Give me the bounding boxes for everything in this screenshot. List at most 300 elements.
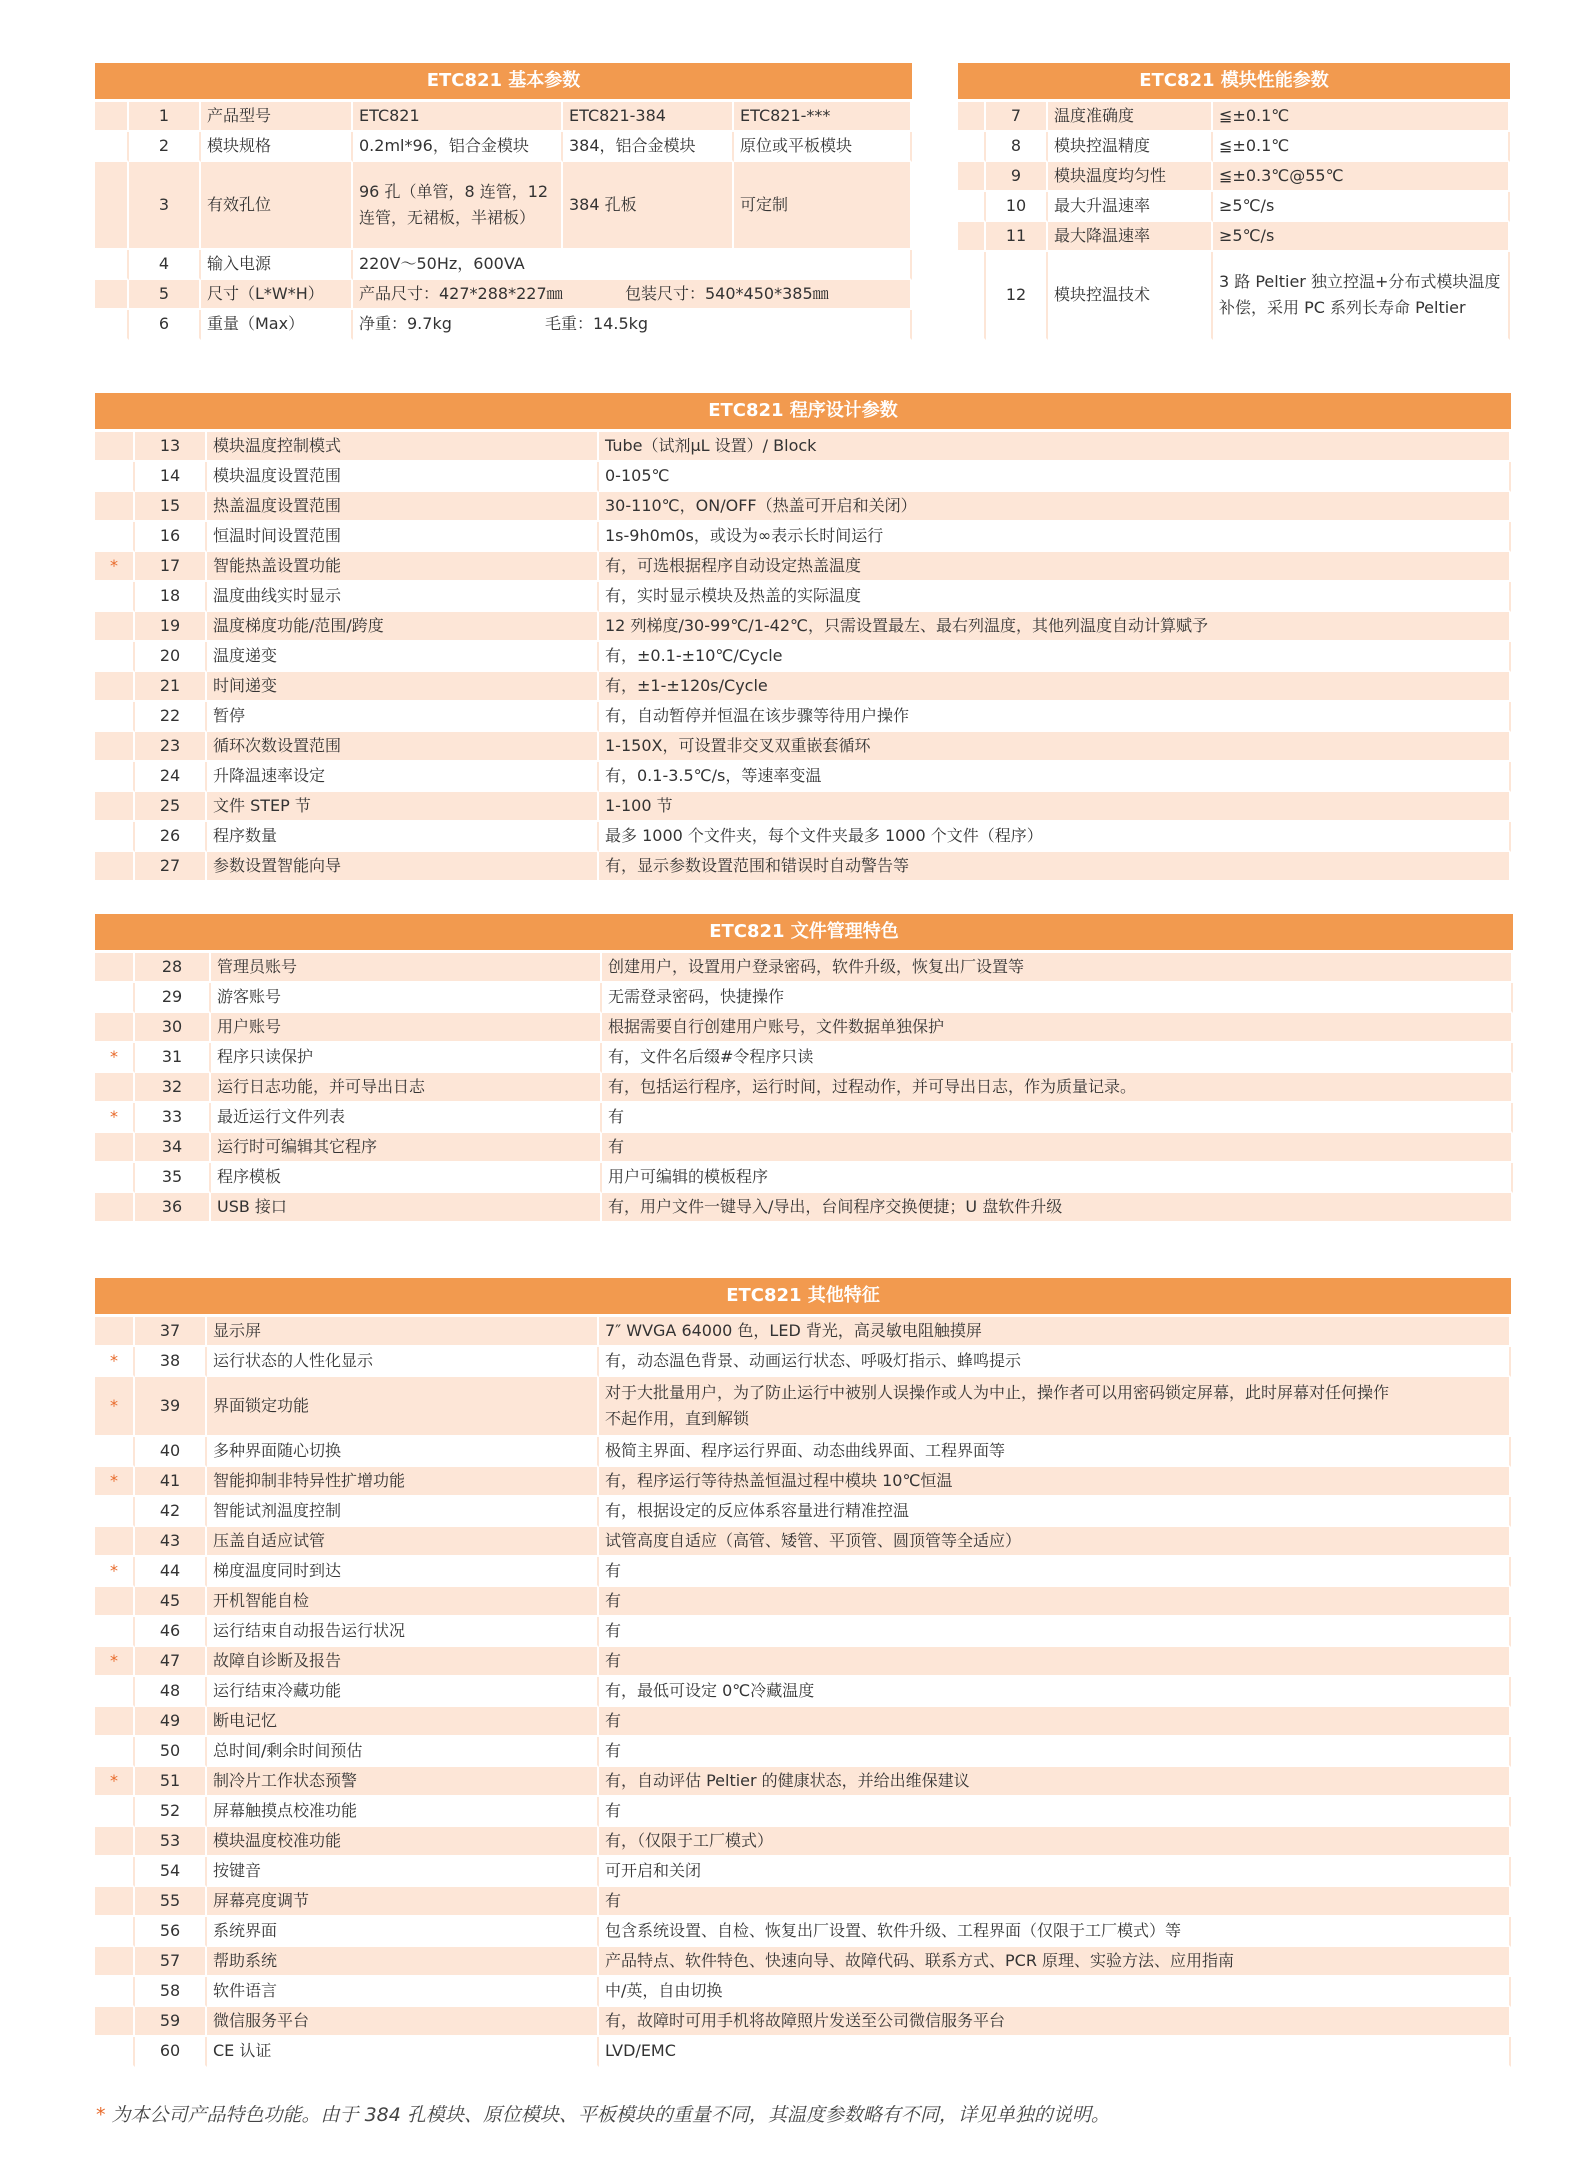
row-number: 59 — [135, 2007, 207, 2037]
table-row — [95, 1377, 1511, 1437]
feature-star-marker — [95, 1857, 135, 1887]
row-label: 循环次数设置范围 — [207, 732, 599, 762]
feature-star-marker — [95, 852, 135, 882]
row-value: 有，文件名后缀#令程序只读 — [602, 1043, 1513, 1073]
row-value: 有，自动暂停并恒温在该步骤等待用户操作 — [599, 702, 1511, 732]
feature-star-marker — [95, 522, 135, 552]
row-label: 最大升温速率 — [1048, 192, 1213, 222]
perf-params-section — [958, 63, 1510, 340]
table-row — [95, 2007, 1511, 2037]
row-label: CE 认证 — [207, 2037, 599, 2067]
row-value: 有 — [599, 1887, 1511, 1917]
row-value: 试管高度自适应（高管、矮管、平顶管、圆顶管等全适应） — [599, 1527, 1511, 1557]
feature-star-marker — [95, 1947, 135, 1977]
row-number: 54 — [135, 1857, 207, 1887]
row-value: 极简主界面、程序运行界面、动态曲线界面、工程界面等 — [599, 1437, 1511, 1467]
row-value — [353, 280, 912, 310]
feature-star-marker — [95, 462, 135, 492]
table-row — [95, 1073, 1513, 1103]
row-value: 有，显示参数设置范围和错误时自动警告等 — [599, 852, 1511, 882]
row-label: 运行状态的人性化显示 — [207, 1347, 599, 1377]
row-number: 48 — [135, 1677, 207, 1707]
row-value: 有 — [599, 1557, 1511, 1587]
row-value: 有 — [599, 1797, 1511, 1827]
row-value: 包含系统设置、自检、恢复出厂设置、软件升级、工程界面（仅限于工厂模式）等 — [599, 1917, 1511, 1947]
row-value: 有，动态温色背景、动画运行状态、呼吸灯指示、蜂鸣提示 — [599, 1347, 1511, 1377]
row-label: 制冷片工作状态预警 — [207, 1767, 599, 1797]
feature-star-marker: * — [95, 1767, 135, 1797]
table-row — [95, 1617, 1511, 1647]
row-value: 有，程序运行等待热盖恒温过程中模块 10℃恒温 — [599, 1467, 1511, 1497]
row-number: 44 — [135, 1557, 207, 1587]
table-row — [95, 1677, 1511, 1707]
row-number: 22 — [135, 702, 207, 732]
row-number: 38 — [135, 1347, 207, 1377]
row-label: 最大降温速率 — [1048, 222, 1213, 252]
table-row — [95, 1013, 1513, 1043]
table-row — [958, 222, 1510, 252]
program-params-title: ETC821 程序设计参数 — [95, 393, 1511, 429]
row-number: 31 — [135, 1043, 211, 1073]
row-value: 0.2ml*96，铝合金模块 — [353, 132, 563, 162]
feature-star-marker — [95, 1527, 135, 1557]
row-number: 36 — [135, 1193, 211, 1223]
row-number: 16 — [135, 522, 207, 552]
row-label: 参数设置智能向导 — [207, 852, 599, 882]
row-blank — [95, 310, 129, 340]
row-label: 热盖温度设置范围 — [207, 492, 599, 522]
feature-star-marker — [95, 492, 135, 522]
feature-star-marker: * — [95, 1347, 135, 1377]
table-row — [95, 822, 1511, 852]
row-number: 57 — [135, 1947, 207, 1977]
row-number: 56 — [135, 1917, 207, 1947]
row-value: 384 孔板 — [563, 162, 734, 250]
table-row — [95, 1557, 1511, 1587]
file-mgmt-table — [95, 953, 1513, 1223]
row-label: 暂停 — [207, 702, 599, 732]
row-value: 1-150X，可设置非交叉双重嵌套循环 — [599, 732, 1511, 762]
row-number: 1 — [129, 102, 201, 132]
table-row — [95, 1797, 1511, 1827]
feature-star-marker — [95, 1193, 135, 1223]
row-value: ETC821 — [353, 102, 563, 132]
row-number: 50 — [135, 1737, 207, 1767]
table-row — [958, 192, 1510, 222]
row-label: 温度曲线实时显示 — [207, 582, 599, 612]
row-number: 60 — [135, 2037, 207, 2067]
program-params-table — [95, 432, 1511, 882]
row-label: 系统界面 — [207, 1917, 599, 1947]
table-row — [95, 310, 912, 340]
row-number: 19 — [135, 612, 207, 642]
row-label: 总时间/剩余时间预估 — [207, 1737, 599, 1767]
footnote-asterisk: * — [96, 2104, 106, 2126]
row-number: 17 — [135, 552, 207, 582]
row-value: 有 — [599, 1617, 1511, 1647]
row-blank — [958, 252, 986, 340]
row-label: 用户账号 — [211, 1013, 602, 1043]
feature-star-marker: * — [95, 552, 135, 582]
row-number: 39 — [135, 1377, 207, 1437]
feature-star-marker — [95, 1917, 135, 1947]
feature-star-marker — [95, 582, 135, 612]
row-label: 智能热盖设置功能 — [207, 552, 599, 582]
row-number: 3 — [129, 162, 201, 250]
table-row — [95, 280, 912, 310]
row-value: 有，实时显示模块及热盖的实际温度 — [599, 582, 1511, 612]
row-number: 46 — [135, 1617, 207, 1647]
feature-star-marker — [95, 1437, 135, 1467]
row-label: 模块温度校准功能 — [207, 1827, 599, 1857]
row-number: 30 — [135, 1013, 211, 1043]
row-label: 运行日志功能，并可导出日志 — [211, 1073, 602, 1103]
row-value: 30-110℃，ON/OFF（热盖可开启和关闭） — [599, 492, 1511, 522]
row-value: 用户可编辑的模板程序 — [602, 1163, 1513, 1193]
row-blank — [95, 162, 129, 250]
feature-star-marker — [95, 1587, 135, 1617]
row-number: 12 — [986, 252, 1048, 340]
other-features-title: ETC821 其他特征 — [95, 1278, 1511, 1314]
table-row — [95, 1857, 1511, 1887]
table-row — [95, 1437, 1511, 1467]
row-number: 6 — [129, 310, 201, 340]
row-label: 故障自诊断及报告 — [207, 1647, 599, 1677]
row-number: 51 — [135, 1767, 207, 1797]
row-value: LVD/EMC — [599, 2037, 1511, 2067]
row-label: 智能抑制非特异性扩增功能 — [207, 1467, 599, 1497]
table-row — [95, 250, 912, 280]
table-row — [95, 1133, 1513, 1163]
table-row — [95, 1917, 1511, 1947]
table-row — [95, 1467, 1511, 1497]
row-label: 模块控温技术 — [1048, 252, 1213, 340]
row-label: 最近运行文件列表 — [211, 1103, 602, 1133]
row-label: 时间递变 — [207, 672, 599, 702]
row-value: 中/英，自由切换 — [599, 1977, 1511, 2007]
row-label: 升降温速率设定 — [207, 762, 599, 792]
feature-star-marker — [95, 1013, 135, 1043]
perf-params-table — [958, 102, 1510, 340]
row-blank — [958, 222, 986, 252]
feature-star-marker — [95, 762, 135, 792]
row-value: 1-100 节 — [599, 792, 1511, 822]
feature-star-marker — [95, 612, 135, 642]
feature-star-marker — [95, 1977, 135, 2007]
row-label: 模块控温精度 — [1048, 132, 1213, 162]
row-number: 20 — [135, 642, 207, 672]
table-row — [95, 1347, 1511, 1377]
row-label: 显示屏 — [207, 1317, 599, 1347]
row-value: 有，±1-±120s/Cycle — [599, 672, 1511, 702]
row-number: 34 — [135, 1133, 211, 1163]
row-label: 运行结束冷藏功能 — [207, 1677, 599, 1707]
row-value: 有 — [599, 1647, 1511, 1677]
row-label: 产品型号 — [201, 102, 353, 132]
row-number: 15 — [135, 492, 207, 522]
row-number: 2 — [129, 132, 201, 162]
feature-star-marker: * — [95, 1103, 135, 1133]
row-blank — [958, 132, 986, 162]
table-row — [95, 432, 1511, 462]
row-number: 53 — [135, 1827, 207, 1857]
row-label: 有效孔位 — [201, 162, 353, 250]
table-row — [95, 462, 1511, 492]
row-value: 有 — [599, 1737, 1511, 1767]
feature-star-marker — [95, 953, 135, 983]
feature-star-marker — [95, 1073, 135, 1103]
feature-star-marker — [95, 1707, 135, 1737]
row-number: 11 — [986, 222, 1048, 252]
table-row — [95, 642, 1511, 672]
basic-params-table — [95, 102, 912, 340]
row-blank — [95, 250, 129, 280]
table-row — [95, 132, 912, 162]
row-label: 程序只读保护 — [211, 1043, 602, 1073]
row-label: 温度准确度 — [1048, 102, 1213, 132]
table-row — [95, 852, 1511, 882]
row-label: 模块规格 — [201, 132, 353, 162]
feature-star-marker — [95, 2037, 135, 2067]
feature-star-marker — [95, 1617, 135, 1647]
row-label: 微信服务平台 — [207, 2007, 599, 2037]
row-value: 有，自动评估 Peltier 的健康状态，并给出维保建议 — [599, 1767, 1511, 1797]
table-row — [95, 702, 1511, 732]
row-blank — [958, 162, 986, 192]
feature-star-marker — [95, 1497, 135, 1527]
table-row — [95, 1737, 1511, 1767]
row-number: 5 — [129, 280, 201, 310]
row-label: 程序数量 — [207, 822, 599, 852]
row-value: 有，可选根据程序自动设定热盖温度 — [599, 552, 1511, 582]
row-value-part: 包装尺寸：540*450*385㎜ — [625, 284, 829, 303]
row-label: 屏幕触摸点校准功能 — [207, 1797, 599, 1827]
row-label: 恒温时间设置范围 — [207, 522, 599, 552]
row-label: 梯度温度同时到达 — [207, 1557, 599, 1587]
feature-star-marker — [95, 732, 135, 762]
row-label: 压盖自适应试管 — [207, 1527, 599, 1557]
row-label: 模块温度控制模式 — [207, 432, 599, 462]
other-features-section — [95, 1278, 1511, 2067]
table-row — [95, 1977, 1511, 2007]
row-value: ≥5℃/s — [1213, 192, 1510, 222]
row-value: 有，包括运行程序，运行时间，过程动作，并可导出日志，作为质量记录。 — [602, 1073, 1513, 1103]
row-number: 14 — [135, 462, 207, 492]
feature-star-marker: * — [95, 1377, 135, 1437]
table-row — [95, 102, 912, 132]
row-value: 1s-9h0m0s，或设为∞表示长时间运行 — [599, 522, 1511, 552]
row-value: 96 孔（单管，8 连管，12 连管，无裙板，半裙板） — [353, 162, 563, 250]
table-row — [95, 1947, 1511, 1977]
row-value: ≦±0.1℃ — [1213, 132, 1510, 162]
feature-star-marker — [95, 1887, 135, 1917]
row-number: 42 — [135, 1497, 207, 1527]
row-label: 屏幕亮度调节 — [207, 1887, 599, 1917]
basic-params-section — [95, 63, 912, 340]
footnote — [96, 2100, 1110, 2127]
feature-star-marker — [95, 702, 135, 732]
feature-star-marker — [95, 642, 135, 672]
table-row — [95, 492, 1511, 522]
row-blank — [958, 102, 986, 132]
row-value: Tube（试剂μL 设置）/ Block — [599, 432, 1511, 462]
row-number: 25 — [135, 792, 207, 822]
row-value: 12 列梯度/30-99℃/1-42℃，只需设置最左、最右列温度，其他列温度自动计算赋予 — [599, 612, 1511, 642]
row-number: 10 — [986, 192, 1048, 222]
row-label: 多种界面随心切换 — [207, 1437, 599, 1467]
row-label: 游客账号 — [211, 983, 602, 1013]
row-number: 45 — [135, 1587, 207, 1617]
row-value: 对于大批量用户，为了防止运行中被别人误操作或人为中止，操作者可以用密码锁定屏幕，此时屏幕对任何操作不起作用，直到解锁 — [599, 1377, 1511, 1437]
row-number: 52 — [135, 1797, 207, 1827]
file-mgmt-section — [95, 914, 1513, 1223]
feature-star-marker — [95, 983, 135, 1013]
row-label: 断电记忆 — [207, 1707, 599, 1737]
table-row — [958, 162, 1510, 192]
program-params-section — [95, 393, 1511, 882]
feature-star-marker — [95, 1737, 135, 1767]
row-value: 产品特点、软件特色、快速向导、故障代码、联系方式、PCR 原理、实验方法、应用指南 — [599, 1947, 1511, 1977]
feature-star-marker: * — [95, 1467, 135, 1497]
table-row — [95, 1497, 1511, 1527]
row-value: 有 — [599, 1707, 1511, 1737]
table-row — [95, 732, 1511, 762]
row-label: 温度梯度功能/范围/跨度 — [207, 612, 599, 642]
row-number: 43 — [135, 1527, 207, 1557]
table-row — [95, 552, 1511, 582]
table-row — [958, 102, 1510, 132]
row-number: 7 — [986, 102, 1048, 132]
row-value: ETC821-*** — [734, 102, 912, 132]
file-mgmt-title: ETC821 文件管理特色 — [95, 914, 1513, 950]
row-blank — [958, 192, 986, 222]
feature-star-marker — [95, 822, 135, 852]
row-value: 0-105℃ — [599, 462, 1511, 492]
table-row — [95, 672, 1511, 702]
table-row — [95, 522, 1511, 552]
row-label: 运行时可编辑其它程序 — [211, 1133, 602, 1163]
row-value: ≦±0.1℃ — [1213, 102, 1510, 132]
feature-star-marker — [95, 432, 135, 462]
row-number: 49 — [135, 1707, 207, 1737]
row-value: 有，故障时可用手机将故障照片发送至公司微信服务平台 — [599, 2007, 1511, 2037]
table-row — [95, 1827, 1511, 1857]
row-number: 26 — [135, 822, 207, 852]
row-label: 管理员账号 — [211, 953, 602, 983]
row-number: 47 — [135, 1647, 207, 1677]
row-label: 界面锁定功能 — [207, 1377, 599, 1437]
row-value: 有，（仅限于工厂模式） — [599, 1827, 1511, 1857]
feature-star-marker: * — [95, 1647, 135, 1677]
row-number: 23 — [135, 732, 207, 762]
row-label: 尺寸（L*W*H） — [201, 280, 353, 310]
feature-star-marker — [95, 1827, 135, 1857]
row-value: 无需登录密码，快捷操作 — [602, 983, 1513, 1013]
row-value: ETC821-384 — [563, 102, 734, 132]
row-value: 最多 1000 个文件夹，每个文件夹最多 1000 个文件（程序） — [599, 822, 1511, 852]
row-label: 文件 STEP 节 — [207, 792, 599, 822]
row-number: 24 — [135, 762, 207, 792]
row-value: 220V～50Hz，600VA — [353, 250, 912, 280]
table-row — [95, 612, 1511, 642]
row-number: 4 — [129, 250, 201, 280]
table-row — [95, 1707, 1511, 1737]
row-value: 有 — [599, 1587, 1511, 1617]
row-number: 33 — [135, 1103, 211, 1133]
feature-star-marker — [95, 1797, 135, 1827]
row-value-part: 净重：9.7kg — [359, 314, 452, 333]
row-label: 模块温度均匀性 — [1048, 162, 1213, 192]
row-value: 可定制 — [734, 162, 912, 250]
row-label: 程序模板 — [211, 1163, 602, 1193]
row-value: 有，最低可设定 0℃冷藏温度 — [599, 1677, 1511, 1707]
row-value: 有，用户文件一键导入/导出，台间程序交换便捷；U 盘软件升级 — [602, 1193, 1513, 1223]
feature-star-marker — [95, 1677, 135, 1707]
row-label: 按键音 — [207, 1857, 599, 1887]
table-row — [958, 132, 1510, 162]
feature-star-marker — [95, 2007, 135, 2037]
table-row — [95, 1647, 1511, 1677]
table-row — [95, 762, 1511, 792]
row-value: 3 路 Peltier 独立控温+分布式模块温度补偿，采用 PC 系列长寿命 Peltier — [1213, 252, 1510, 340]
row-value-part: 产品尺寸：427*288*227㎜ — [359, 284, 563, 303]
feature-star-marker — [95, 1317, 135, 1347]
table-row — [95, 2037, 1511, 2067]
row-label: 输入电源 — [201, 250, 353, 280]
basic-params-title: ETC821 基本参数 — [95, 63, 912, 99]
row-value: 原位或平板模块 — [734, 132, 912, 162]
row-blank — [95, 280, 129, 310]
footnote-text: 为本公司产品特色功能。由于 384 孔模块、原位模块、平板模块的重量不同，其温度参数略有不同，详见单独的说明。 — [111, 2104, 1110, 2126]
row-value: 可开启和关闭 — [599, 1857, 1511, 1887]
table-row — [958, 252, 1510, 340]
table-row — [95, 1317, 1511, 1347]
feature-star-marker: * — [95, 1557, 135, 1587]
table-row — [95, 983, 1513, 1013]
row-value: 有，根据设定的反应体系容量进行精准控温 — [599, 1497, 1511, 1527]
row-number: 9 — [986, 162, 1048, 192]
row-number: 29 — [135, 983, 211, 1013]
row-number: 8 — [986, 132, 1048, 162]
table-row — [95, 1043, 1513, 1073]
feature-star-marker — [95, 792, 135, 822]
row-label: 智能试剂温度控制 — [207, 1497, 599, 1527]
row-label: 重量（Max） — [201, 310, 353, 340]
table-row — [95, 792, 1511, 822]
feature-star-marker — [95, 1163, 135, 1193]
row-number: 27 — [135, 852, 207, 882]
feature-star-marker — [95, 1133, 135, 1163]
table-row — [95, 162, 912, 250]
row-value: 有 — [602, 1133, 1513, 1163]
row-value: ≦±0.3℃@55℃ — [1213, 162, 1510, 192]
row-number: 32 — [135, 1073, 211, 1103]
row-value: 创建用户，设置用户登录密码，软件升级，恢复出厂设置等 — [602, 953, 1513, 983]
row-label: 温度递变 — [207, 642, 599, 672]
row-value: 384，铝合金模块 — [563, 132, 734, 162]
feature-star-marker — [95, 672, 135, 702]
row-label: 运行结束自动报告运行状况 — [207, 1617, 599, 1647]
table-row — [95, 1527, 1511, 1557]
row-number: 28 — [135, 953, 211, 983]
table-row — [95, 1193, 1513, 1223]
row-number: 41 — [135, 1467, 207, 1497]
table-row — [95, 1163, 1513, 1193]
row-value: 根据需要自行创建用户账号，文件数据单独保护 — [602, 1013, 1513, 1043]
row-number: 40 — [135, 1437, 207, 1467]
row-number: 55 — [135, 1887, 207, 1917]
row-label: 帮助系统 — [207, 1947, 599, 1977]
